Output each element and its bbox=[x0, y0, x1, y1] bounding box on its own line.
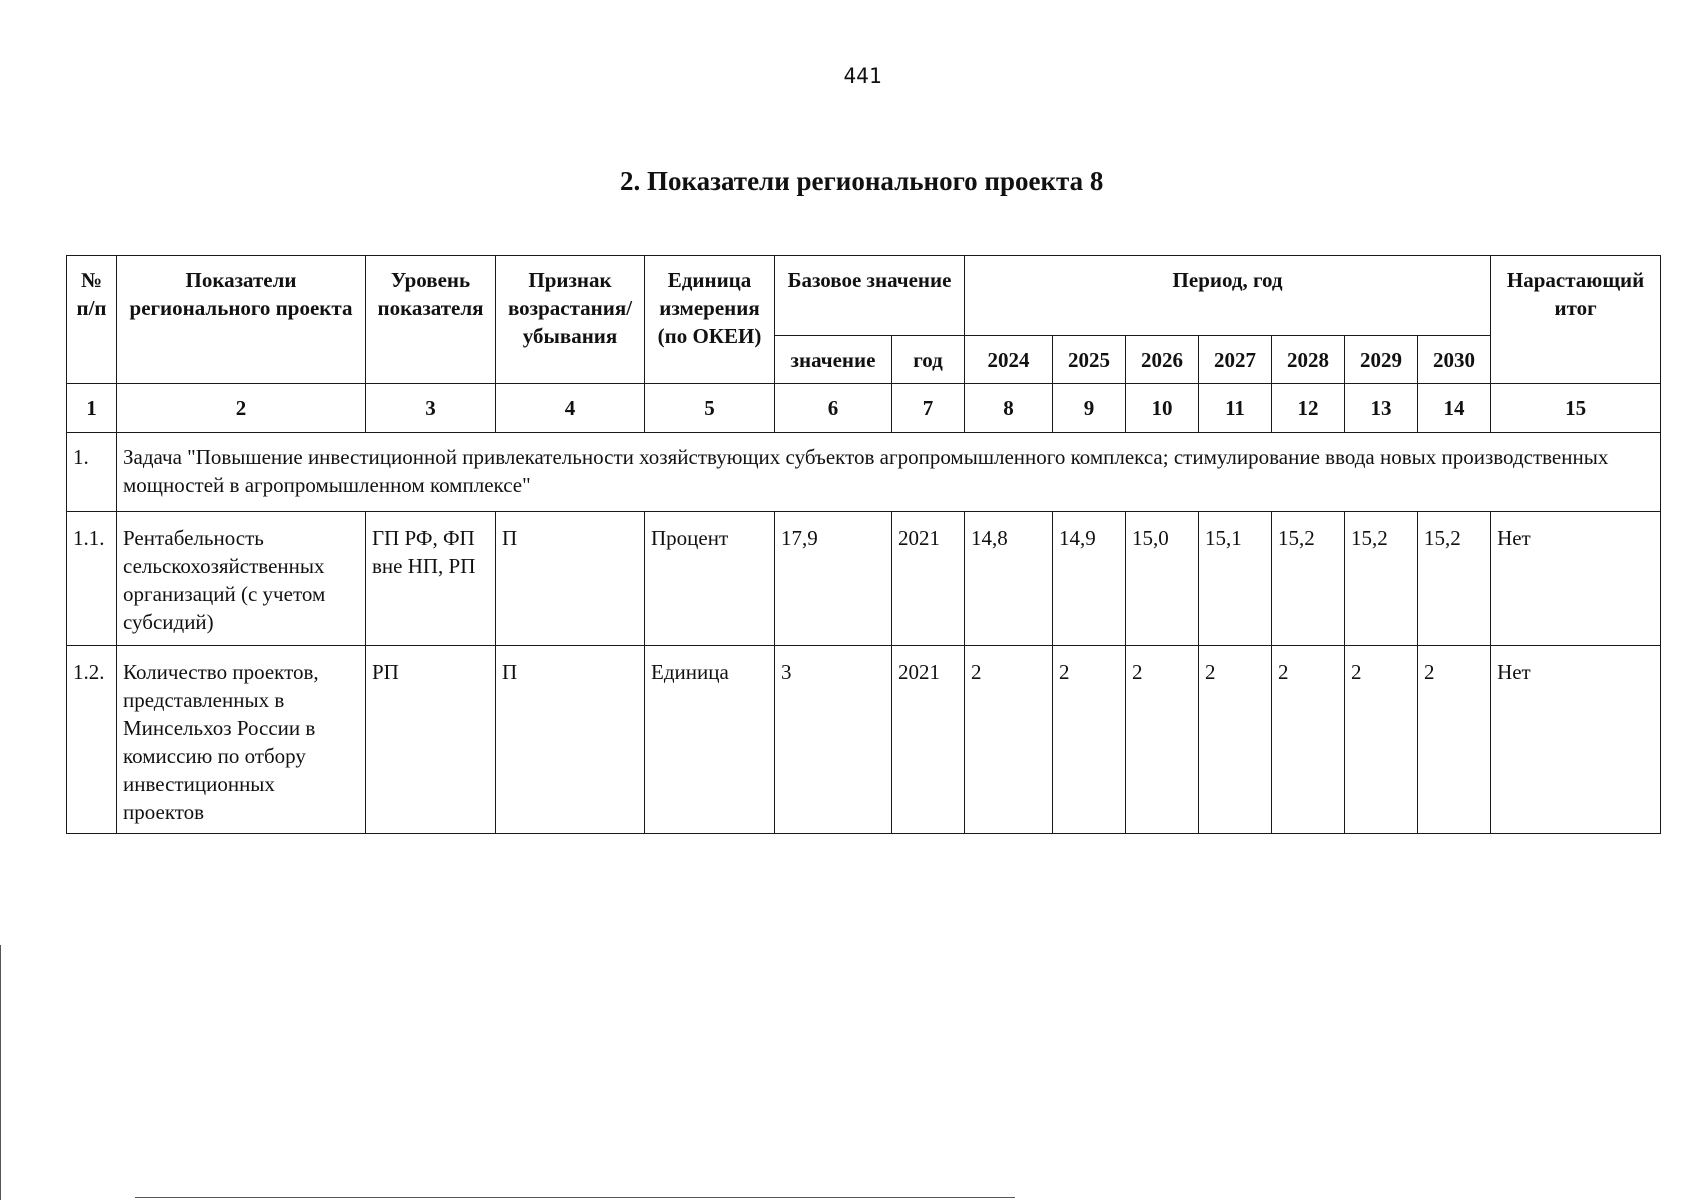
header-year: 2028 bbox=[1272, 336, 1345, 384]
table-row bbox=[67, 646, 1661, 834]
header-year: 2025 bbox=[1053, 336, 1126, 384]
header-trend: Признак возрастания/ убывания bbox=[496, 256, 645, 384]
column-number: 8 bbox=[965, 384, 1053, 433]
indicators-table bbox=[66, 255, 1661, 834]
column-number: 13 bbox=[1345, 384, 1418, 433]
row-year-value: 2 bbox=[1199, 646, 1272, 834]
header-base-year: год bbox=[892, 336, 965, 384]
scan-bottom-line bbox=[135, 1197, 1015, 1198]
row-num: 1.1. bbox=[67, 512, 117, 646]
header-period: Период, год bbox=[965, 256, 1491, 336]
row-year-value: 15,2 bbox=[1345, 512, 1418, 646]
column-number: 7 bbox=[892, 384, 965, 433]
row-year-value: 2 bbox=[1053, 646, 1126, 834]
column-number: 1 bbox=[67, 384, 117, 433]
row-level: ГП РФ, ФП вне НП, РП bbox=[366, 512, 496, 646]
header-row bbox=[67, 256, 1661, 336]
row-cumulative: Нет bbox=[1491, 512, 1661, 646]
row-base-value: 17,9 bbox=[775, 512, 892, 646]
column-number: 9 bbox=[1053, 384, 1126, 433]
task-num: 1. bbox=[67, 433, 117, 512]
header-indicators: Показатели регионального проекта bbox=[117, 256, 366, 384]
column-number: 15 bbox=[1491, 384, 1661, 433]
row-level: РП bbox=[366, 646, 496, 834]
row-year-value: 15,2 bbox=[1272, 512, 1345, 646]
row-unit: Процент bbox=[645, 512, 775, 646]
column-number: 14 bbox=[1418, 384, 1491, 433]
row-year-value: 2 bbox=[1126, 646, 1199, 834]
header-base-value: значение bbox=[775, 336, 892, 384]
header-cumulative: Нарастающий итог bbox=[1491, 256, 1661, 384]
header-year: 2030 bbox=[1418, 336, 1491, 384]
row-year-value: 14,9 bbox=[1053, 512, 1126, 646]
column-number: 3 bbox=[366, 384, 496, 433]
scan-edge-line bbox=[0, 945, 1, 1200]
row-num: 1.2. bbox=[67, 646, 117, 834]
row-trend: П bbox=[496, 646, 645, 834]
row-year-value: 2 bbox=[1345, 646, 1418, 834]
column-number: 4 bbox=[496, 384, 645, 433]
row-base-value: 3 bbox=[775, 646, 892, 834]
column-number-row bbox=[67, 384, 1661, 433]
row-year-value: 2 bbox=[1418, 646, 1491, 834]
row-year-value: 15,0 bbox=[1126, 512, 1199, 646]
header-year: 2029 bbox=[1345, 336, 1418, 384]
row-year-value: 15,1 bbox=[1199, 512, 1272, 646]
column-number: 10 bbox=[1126, 384, 1199, 433]
row-cumulative: Нет bbox=[1491, 646, 1661, 834]
table-row bbox=[67, 512, 1661, 646]
row-base-year: 2021 bbox=[892, 646, 965, 834]
header-unit: Единица измерения (по ОКЕИ) bbox=[645, 256, 775, 384]
task-row bbox=[67, 433, 1661, 512]
page-number: 441 bbox=[843, 64, 882, 88]
row-trend: П bbox=[496, 512, 645, 646]
row-year-value: 15,2 bbox=[1418, 512, 1491, 646]
row-indicator-name: Рентабельность сельскохозяйственных организаций (с учетом субсидий) bbox=[117, 512, 366, 646]
row-base-year: 2021 bbox=[892, 512, 965, 646]
column-number: 5 bbox=[645, 384, 775, 433]
row-year-value: 14,8 bbox=[965, 512, 1053, 646]
column-number: 2 bbox=[117, 384, 366, 433]
column-number: 12 bbox=[1272, 384, 1345, 433]
task-text: Задача "Повышение инвестиционной привлекательности хозяйствующих субъектов агропромышленного комплекса; стимулирование ввода новых производственных мощностей в агропромышленном комплексе" bbox=[117, 433, 1661, 512]
header-base: Базовое значение bbox=[775, 256, 965, 336]
header-level: Уровень показателя bbox=[366, 256, 496, 384]
header-year: 2027 bbox=[1199, 336, 1272, 384]
header-num: № п/п bbox=[67, 256, 117, 384]
header-year: 2026 bbox=[1126, 336, 1199, 384]
column-number: 11 bbox=[1199, 384, 1272, 433]
column-number: 6 bbox=[775, 384, 892, 433]
section-title: 2. Показатели регионального проекта 8 bbox=[620, 166, 1104, 196]
row-indicator-name: Количество проектов, представленных в Минсельхоз России в комиссию по отбору инвестиционных проектов bbox=[117, 646, 366, 834]
row-unit: Единица bbox=[645, 646, 775, 834]
row-year-value: 2 bbox=[1272, 646, 1345, 834]
row-year-value: 2 bbox=[965, 646, 1053, 834]
header-year: 2024 bbox=[965, 336, 1053, 384]
